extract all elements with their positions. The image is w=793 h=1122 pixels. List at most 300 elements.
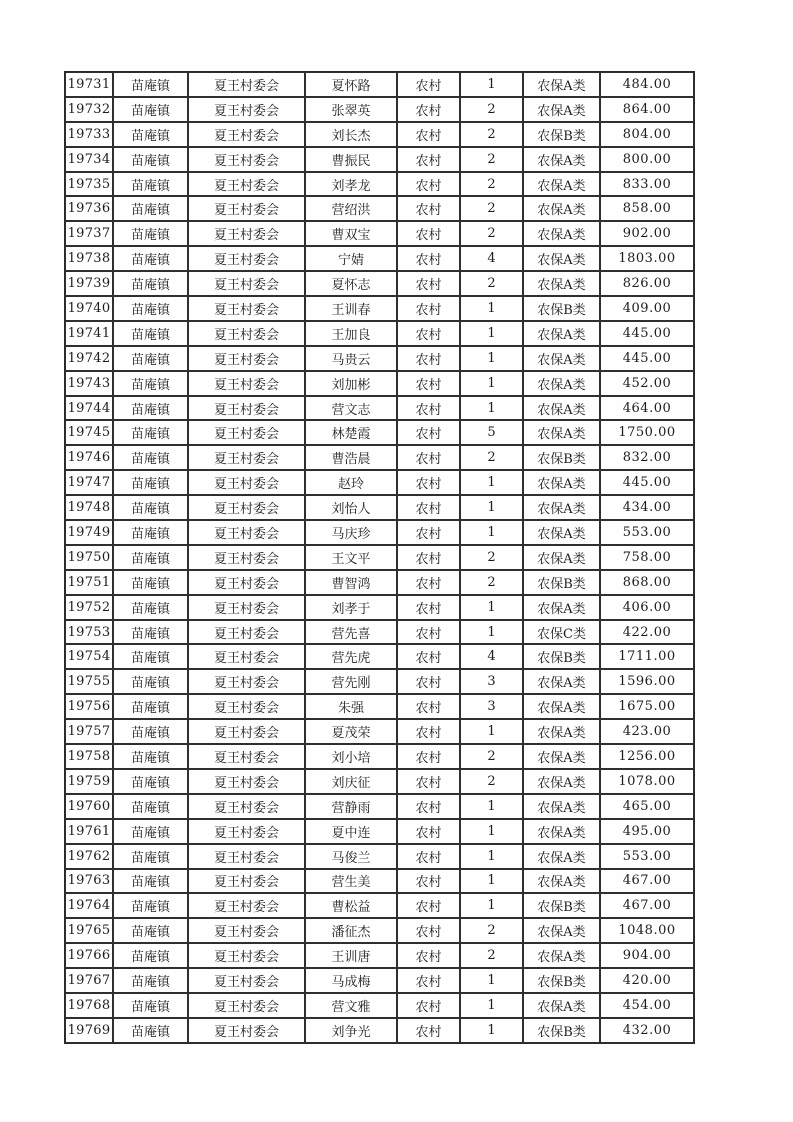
cell-amount: 445.00 bbox=[600, 346, 694, 371]
cell-household-type: 农村 bbox=[397, 570, 460, 595]
cell-serial-number: 19743 bbox=[65, 371, 113, 396]
cell-amount: 495.00 bbox=[600, 819, 694, 844]
cell-amount: 467.00 bbox=[600, 893, 694, 918]
cell-household-type: 农村 bbox=[397, 296, 460, 321]
cell-amount: 800.00 bbox=[600, 147, 694, 172]
cell-serial-number: 19748 bbox=[65, 495, 113, 520]
cell-insurance-category: 农保A类 bbox=[523, 819, 600, 844]
cell-town: 苗庵镇 bbox=[113, 420, 188, 445]
cell-serial-number: 19765 bbox=[65, 918, 113, 943]
cell-person-name: 张翠英 bbox=[305, 97, 397, 122]
cell-insurance-category: 农保B类 bbox=[523, 445, 600, 470]
cell-insurance-category: 农保C类 bbox=[523, 620, 600, 645]
table-row bbox=[65, 918, 694, 943]
cell-amount: 553.00 bbox=[600, 844, 694, 869]
cell-person-name: 宁婧 bbox=[305, 246, 397, 271]
cell-village-committee: 夏王村委会 bbox=[188, 147, 305, 172]
cell-amount: 902.00 bbox=[600, 221, 694, 246]
cell-person-count: 4 bbox=[460, 246, 523, 271]
cell-person-name: 刘孝于 bbox=[305, 595, 397, 620]
table-row bbox=[65, 172, 694, 197]
table-row bbox=[65, 196, 694, 221]
cell-person-name: 朱强 bbox=[305, 694, 397, 719]
cell-person-count: 2 bbox=[460, 744, 523, 769]
table-row bbox=[65, 271, 694, 296]
cell-person-count: 1 bbox=[460, 893, 523, 918]
cell-serial-number: 19739 bbox=[65, 271, 113, 296]
table-row bbox=[65, 694, 694, 719]
cell-person-count: 2 bbox=[460, 172, 523, 197]
cell-town: 苗庵镇 bbox=[113, 570, 188, 595]
cell-person-count: 1 bbox=[460, 520, 523, 545]
cell-town: 苗庵镇 bbox=[113, 495, 188, 520]
cell-person-name: 营文志 bbox=[305, 396, 397, 421]
cell-village-committee: 夏王村委会 bbox=[188, 72, 305, 97]
cell-person-count: 2 bbox=[460, 445, 523, 470]
cell-insurance-category: 农保A类 bbox=[523, 172, 600, 197]
cell-person-count: 1 bbox=[460, 595, 523, 620]
cell-person-count: 1 bbox=[460, 321, 523, 346]
cell-serial-number: 19742 bbox=[65, 346, 113, 371]
cell-insurance-category: 农保B类 bbox=[523, 122, 600, 147]
cell-serial-number: 19750 bbox=[65, 545, 113, 570]
cell-amount: 804.00 bbox=[600, 122, 694, 147]
table-row bbox=[65, 545, 694, 570]
cell-village-committee: 夏王村委会 bbox=[188, 893, 305, 918]
cell-village-committee: 夏王村委会 bbox=[188, 694, 305, 719]
cell-person-name: 林楚霞 bbox=[305, 420, 397, 445]
cell-insurance-category: 农保A类 bbox=[523, 97, 600, 122]
cell-town: 苗庵镇 bbox=[113, 445, 188, 470]
cell-amount: 445.00 bbox=[600, 321, 694, 346]
cell-household-type: 农村 bbox=[397, 993, 460, 1018]
cell-person-count: 1 bbox=[460, 72, 523, 97]
cell-person-name: 刘争光 bbox=[305, 1018, 397, 1043]
cell-insurance-category: 农保A类 bbox=[523, 346, 600, 371]
cell-village-committee: 夏王村委会 bbox=[188, 172, 305, 197]
cell-person-count: 2 bbox=[460, 918, 523, 943]
table-body bbox=[65, 72, 694, 1043]
cell-serial-number: 19769 bbox=[65, 1018, 113, 1043]
cell-serial-number: 19747 bbox=[65, 470, 113, 495]
table-row bbox=[65, 644, 694, 669]
cell-household-type: 农村 bbox=[397, 844, 460, 869]
cell-person-count: 2 bbox=[460, 545, 523, 570]
cell-amount: 868.00 bbox=[600, 570, 694, 595]
cell-amount: 432.00 bbox=[600, 1018, 694, 1043]
cell-town: 苗庵镇 bbox=[113, 694, 188, 719]
table-row bbox=[65, 794, 694, 819]
cell-serial-number: 19740 bbox=[65, 296, 113, 321]
cell-household-type: 农村 bbox=[397, 1018, 460, 1043]
cell-person-name: 营生美 bbox=[305, 869, 397, 894]
cell-insurance-category: 农保A类 bbox=[523, 221, 600, 246]
cell-village-committee: 夏王村委会 bbox=[188, 644, 305, 669]
cell-town: 苗庵镇 bbox=[113, 819, 188, 844]
cell-amount: 422.00 bbox=[600, 620, 694, 645]
cell-insurance-category: 农保B类 bbox=[523, 968, 600, 993]
table-row bbox=[65, 968, 694, 993]
cell-amount: 452.00 bbox=[600, 371, 694, 396]
cell-village-committee: 夏王村委会 bbox=[188, 719, 305, 744]
cell-person-name: 营先刚 bbox=[305, 669, 397, 694]
cell-household-type: 农村 bbox=[397, 371, 460, 396]
cell-town: 苗庵镇 bbox=[113, 620, 188, 645]
cell-insurance-category: 农保A类 bbox=[523, 246, 600, 271]
cell-village-committee: 夏王村委会 bbox=[188, 97, 305, 122]
cell-household-type: 农村 bbox=[397, 545, 460, 570]
cell-serial-number: 19745 bbox=[65, 420, 113, 445]
cell-person-name: 曹振民 bbox=[305, 147, 397, 172]
cell-person-name: 马俊兰 bbox=[305, 844, 397, 869]
cell-village-committee: 夏王村委会 bbox=[188, 122, 305, 147]
cell-amount: 467.00 bbox=[600, 869, 694, 894]
cell-serial-number: 19762 bbox=[65, 844, 113, 869]
cell-person-count: 2 bbox=[460, 570, 523, 595]
cell-person-name: 马庆珍 bbox=[305, 520, 397, 545]
cell-insurance-category: 农保A类 bbox=[523, 420, 600, 445]
cell-village-committee: 夏王村委会 bbox=[188, 968, 305, 993]
cell-town: 苗庵镇 bbox=[113, 769, 188, 794]
cell-amount: 1675.00 bbox=[600, 694, 694, 719]
cell-person-count: 1 bbox=[460, 396, 523, 421]
cell-amount: 1750.00 bbox=[600, 420, 694, 445]
cell-person-name: 王加良 bbox=[305, 321, 397, 346]
cell-person-name: 王训春 bbox=[305, 296, 397, 321]
cell-household-type: 农村 bbox=[397, 769, 460, 794]
cell-household-type: 农村 bbox=[397, 147, 460, 172]
cell-town: 苗庵镇 bbox=[113, 943, 188, 968]
cell-town: 苗庵镇 bbox=[113, 147, 188, 172]
table-row bbox=[65, 993, 694, 1018]
cell-insurance-category: 农保A类 bbox=[523, 470, 600, 495]
cell-village-committee: 夏王村委会 bbox=[188, 769, 305, 794]
cell-amount: 1256.00 bbox=[600, 744, 694, 769]
table-row bbox=[65, 445, 694, 470]
table-row bbox=[65, 122, 694, 147]
cell-insurance-category: 农保B类 bbox=[523, 644, 600, 669]
cell-town: 苗庵镇 bbox=[113, 246, 188, 271]
cell-insurance-category: 农保A类 bbox=[523, 794, 600, 819]
cell-village-committee: 夏王村委会 bbox=[188, 221, 305, 246]
cell-town: 苗庵镇 bbox=[113, 993, 188, 1018]
table-row bbox=[65, 396, 694, 421]
cell-village-committee: 夏王村委会 bbox=[188, 321, 305, 346]
cell-village-committee: 夏王村委会 bbox=[188, 744, 305, 769]
cell-village-committee: 夏王村委会 bbox=[188, 844, 305, 869]
cell-serial-number: 19735 bbox=[65, 172, 113, 197]
cell-household-type: 农村 bbox=[397, 744, 460, 769]
cell-village-committee: 夏王村委会 bbox=[188, 819, 305, 844]
cell-person-name: 刘长杰 bbox=[305, 122, 397, 147]
cell-serial-number: 19744 bbox=[65, 396, 113, 421]
cell-person-name: 夏怀路 bbox=[305, 72, 397, 97]
table-row bbox=[65, 420, 694, 445]
cell-village-committee: 夏王村委会 bbox=[188, 595, 305, 620]
cell-person-count: 1 bbox=[460, 371, 523, 396]
cell-insurance-category: 农保A类 bbox=[523, 844, 600, 869]
cell-insurance-category: 农保A类 bbox=[523, 545, 600, 570]
cell-village-committee: 夏王村委会 bbox=[188, 271, 305, 296]
cell-person-name: 赵玲 bbox=[305, 470, 397, 495]
cell-serial-number: 19751 bbox=[65, 570, 113, 595]
cell-person-count: 2 bbox=[460, 221, 523, 246]
cell-insurance-category: 农保A类 bbox=[523, 669, 600, 694]
cell-village-committee: 夏王村委会 bbox=[188, 993, 305, 1018]
cell-insurance-category: 农保B类 bbox=[523, 893, 600, 918]
table-row bbox=[65, 72, 694, 97]
cell-serial-number: 19736 bbox=[65, 196, 113, 221]
cell-town: 苗庵镇 bbox=[113, 97, 188, 122]
cell-person-count: 2 bbox=[460, 271, 523, 296]
cell-amount: 904.00 bbox=[600, 943, 694, 968]
cell-village-committee: 夏王村委会 bbox=[188, 396, 305, 421]
cell-amount: 553.00 bbox=[600, 520, 694, 545]
cell-town: 苗庵镇 bbox=[113, 918, 188, 943]
cell-village-committee: 夏王村委会 bbox=[188, 869, 305, 894]
cell-village-committee: 夏王村委会 bbox=[188, 620, 305, 645]
cell-insurance-category: 农保A类 bbox=[523, 595, 600, 620]
cell-amount: 423.00 bbox=[600, 719, 694, 744]
cell-serial-number: 19731 bbox=[65, 72, 113, 97]
cell-person-name: 夏怀志 bbox=[305, 271, 397, 296]
cell-person-count: 2 bbox=[460, 769, 523, 794]
cell-town: 苗庵镇 bbox=[113, 968, 188, 993]
cell-serial-number: 19755 bbox=[65, 669, 113, 694]
cell-amount: 833.00 bbox=[600, 172, 694, 197]
cell-town: 苗庵镇 bbox=[113, 371, 188, 396]
cell-person-name: 马贵云 bbox=[305, 346, 397, 371]
table-row bbox=[65, 321, 694, 346]
cell-insurance-category: 农保A类 bbox=[523, 371, 600, 396]
table-row bbox=[65, 620, 694, 645]
cell-household-type: 农村 bbox=[397, 246, 460, 271]
cell-village-committee: 夏王村委会 bbox=[188, 371, 305, 396]
cell-person-count: 1 bbox=[460, 844, 523, 869]
cell-person-count: 2 bbox=[460, 196, 523, 221]
cell-insurance-category: 农保A类 bbox=[523, 321, 600, 346]
cell-person-name: 曹浩晨 bbox=[305, 445, 397, 470]
cell-person-count: 1 bbox=[460, 1018, 523, 1043]
cell-person-count: 2 bbox=[460, 943, 523, 968]
cell-person-count: 2 bbox=[460, 147, 523, 172]
cell-household-type: 农村 bbox=[397, 495, 460, 520]
cell-serial-number: 19759 bbox=[65, 769, 113, 794]
cell-serial-number: 19738 bbox=[65, 246, 113, 271]
cell-household-type: 农村 bbox=[397, 595, 460, 620]
cell-village-committee: 夏王村委会 bbox=[188, 420, 305, 445]
cell-town: 苗庵镇 bbox=[113, 545, 188, 570]
cell-person-name: 曹智鸿 bbox=[305, 570, 397, 595]
table-row bbox=[65, 669, 694, 694]
cell-amount: 434.00 bbox=[600, 495, 694, 520]
cell-town: 苗庵镇 bbox=[113, 72, 188, 97]
cell-town: 苗庵镇 bbox=[113, 669, 188, 694]
table-row bbox=[65, 719, 694, 744]
cell-household-type: 农村 bbox=[397, 669, 460, 694]
cell-village-committee: 夏王村委会 bbox=[188, 794, 305, 819]
cell-town: 苗庵镇 bbox=[113, 122, 188, 147]
cell-town: 苗庵镇 bbox=[113, 844, 188, 869]
cell-town: 苗庵镇 bbox=[113, 321, 188, 346]
cell-town: 苗庵镇 bbox=[113, 196, 188, 221]
cell-village-committee: 夏王村委会 bbox=[188, 196, 305, 221]
cell-town: 苗庵镇 bbox=[113, 719, 188, 744]
cell-insurance-category: 农保A类 bbox=[523, 196, 600, 221]
table-row bbox=[65, 844, 694, 869]
cell-insurance-category: 农保A类 bbox=[523, 719, 600, 744]
cell-insurance-category: 农保A类 bbox=[523, 694, 600, 719]
cell-serial-number: 19734 bbox=[65, 147, 113, 172]
cell-person-count: 1 bbox=[460, 869, 523, 894]
cell-serial-number: 19733 bbox=[65, 122, 113, 147]
cell-amount: 1048.00 bbox=[600, 918, 694, 943]
cell-town: 苗庵镇 bbox=[113, 595, 188, 620]
cell-amount: 864.00 bbox=[600, 97, 694, 122]
cell-serial-number: 19756 bbox=[65, 694, 113, 719]
cell-serial-number: 19753 bbox=[65, 620, 113, 645]
cell-town: 苗庵镇 bbox=[113, 221, 188, 246]
cell-person-name: 曹松益 bbox=[305, 893, 397, 918]
cell-insurance-category: 农保A类 bbox=[523, 993, 600, 1018]
cell-amount: 1711.00 bbox=[600, 644, 694, 669]
cell-person-count: 1 bbox=[460, 296, 523, 321]
cell-insurance-category: 农保A类 bbox=[523, 744, 600, 769]
cell-town: 苗庵镇 bbox=[113, 346, 188, 371]
cell-village-committee: 夏王村委会 bbox=[188, 470, 305, 495]
cell-insurance-category: 农保A类 bbox=[523, 943, 600, 968]
cell-town: 苗庵镇 bbox=[113, 470, 188, 495]
cell-person-count: 1 bbox=[460, 346, 523, 371]
cell-serial-number: 19752 bbox=[65, 595, 113, 620]
cell-town: 苗庵镇 bbox=[113, 869, 188, 894]
cell-person-name: 曹双宝 bbox=[305, 221, 397, 246]
table-row bbox=[65, 869, 694, 894]
cell-household-type: 农村 bbox=[397, 396, 460, 421]
cell-person-count: 1 bbox=[460, 719, 523, 744]
table-row bbox=[65, 147, 694, 172]
cell-amount: 484.00 bbox=[600, 72, 694, 97]
cell-amount: 1596.00 bbox=[600, 669, 694, 694]
cell-amount: 758.00 bbox=[600, 545, 694, 570]
cell-person-name: 刘庆征 bbox=[305, 769, 397, 794]
cell-person-count: 3 bbox=[460, 669, 523, 694]
cell-town: 苗庵镇 bbox=[113, 744, 188, 769]
cell-amount: 826.00 bbox=[600, 271, 694, 296]
cell-household-type: 农村 bbox=[397, 271, 460, 296]
cell-insurance-category: 农保A类 bbox=[523, 869, 600, 894]
cell-town: 苗庵镇 bbox=[113, 1018, 188, 1043]
cell-amount: 409.00 bbox=[600, 296, 694, 321]
cell-household-type: 农村 bbox=[397, 819, 460, 844]
cell-household-type: 农村 bbox=[397, 420, 460, 445]
cell-serial-number: 19768 bbox=[65, 993, 113, 1018]
cell-person-count: 1 bbox=[460, 993, 523, 1018]
cell-town: 苗庵镇 bbox=[113, 893, 188, 918]
cell-person-count: 1 bbox=[460, 620, 523, 645]
cell-serial-number: 19746 bbox=[65, 445, 113, 470]
cell-serial-number: 19758 bbox=[65, 744, 113, 769]
cell-serial-number: 19764 bbox=[65, 893, 113, 918]
cell-town: 苗庵镇 bbox=[113, 520, 188, 545]
cell-household-type: 农村 bbox=[397, 221, 460, 246]
cell-town: 苗庵镇 bbox=[113, 794, 188, 819]
cell-serial-number: 19760 bbox=[65, 794, 113, 819]
table-row bbox=[65, 893, 694, 918]
cell-person-name: 夏中连 bbox=[305, 819, 397, 844]
cell-serial-number: 19741 bbox=[65, 321, 113, 346]
table-row bbox=[65, 819, 694, 844]
cell-village-committee: 夏王村委会 bbox=[188, 545, 305, 570]
cell-town: 苗庵镇 bbox=[113, 172, 188, 197]
cell-amount: 832.00 bbox=[600, 445, 694, 470]
cell-household-type: 农村 bbox=[397, 122, 460, 147]
cell-village-committee: 夏王村委会 bbox=[188, 495, 305, 520]
cell-person-count: 1 bbox=[460, 794, 523, 819]
cell-village-committee: 夏王村委会 bbox=[188, 918, 305, 943]
cell-household-type: 农村 bbox=[397, 918, 460, 943]
table-row bbox=[65, 495, 694, 520]
cell-person-count: 1 bbox=[460, 968, 523, 993]
cell-person-name: 夏茂荣 bbox=[305, 719, 397, 744]
cell-amount: 454.00 bbox=[600, 993, 694, 1018]
cell-person-name: 营先喜 bbox=[305, 620, 397, 645]
cell-person-name: 刘怡人 bbox=[305, 495, 397, 520]
cell-person-count: 1 bbox=[460, 495, 523, 520]
cell-amount: 858.00 bbox=[600, 196, 694, 221]
cell-serial-number: 19732 bbox=[65, 97, 113, 122]
table-row bbox=[65, 943, 694, 968]
cell-village-committee: 夏王村委会 bbox=[188, 1018, 305, 1043]
table-row bbox=[65, 97, 694, 122]
table-row bbox=[65, 769, 694, 794]
cell-insurance-category: 农保A类 bbox=[523, 147, 600, 172]
cell-village-committee: 夏王村委会 bbox=[188, 520, 305, 545]
cell-household-type: 农村 bbox=[397, 694, 460, 719]
cell-insurance-category: 农保A类 bbox=[523, 918, 600, 943]
cell-household-type: 农村 bbox=[397, 321, 460, 346]
cell-amount: 420.00 bbox=[600, 968, 694, 993]
cell-insurance-category: 农保B类 bbox=[523, 1018, 600, 1043]
table-row bbox=[65, 470, 694, 495]
cell-serial-number: 19763 bbox=[65, 869, 113, 894]
cell-person-count: 1 bbox=[460, 470, 523, 495]
cell-person-count: 1 bbox=[460, 819, 523, 844]
cell-person-name: 潘征杰 bbox=[305, 918, 397, 943]
table-row bbox=[65, 595, 694, 620]
cell-household-type: 农村 bbox=[397, 445, 460, 470]
table-row bbox=[65, 221, 694, 246]
cell-household-type: 农村 bbox=[397, 644, 460, 669]
table-row bbox=[65, 371, 694, 396]
cell-household-type: 农村 bbox=[397, 172, 460, 197]
cell-household-type: 农村 bbox=[397, 869, 460, 894]
table-row bbox=[65, 570, 694, 595]
cell-serial-number: 19767 bbox=[65, 968, 113, 993]
cell-person-name: 营先虎 bbox=[305, 644, 397, 669]
cell-household-type: 农村 bbox=[397, 943, 460, 968]
cell-serial-number: 19757 bbox=[65, 719, 113, 744]
cell-person-name: 刘加彬 bbox=[305, 371, 397, 396]
cell-town: 苗庵镇 bbox=[113, 644, 188, 669]
cell-household-type: 农村 bbox=[397, 719, 460, 744]
cell-amount: 465.00 bbox=[600, 794, 694, 819]
cell-amount: 1078.00 bbox=[600, 769, 694, 794]
cell-person-name: 王文平 bbox=[305, 545, 397, 570]
cell-household-type: 农村 bbox=[397, 346, 460, 371]
cell-person-name: 马成梅 bbox=[305, 968, 397, 993]
cell-village-committee: 夏王村委会 bbox=[188, 346, 305, 371]
